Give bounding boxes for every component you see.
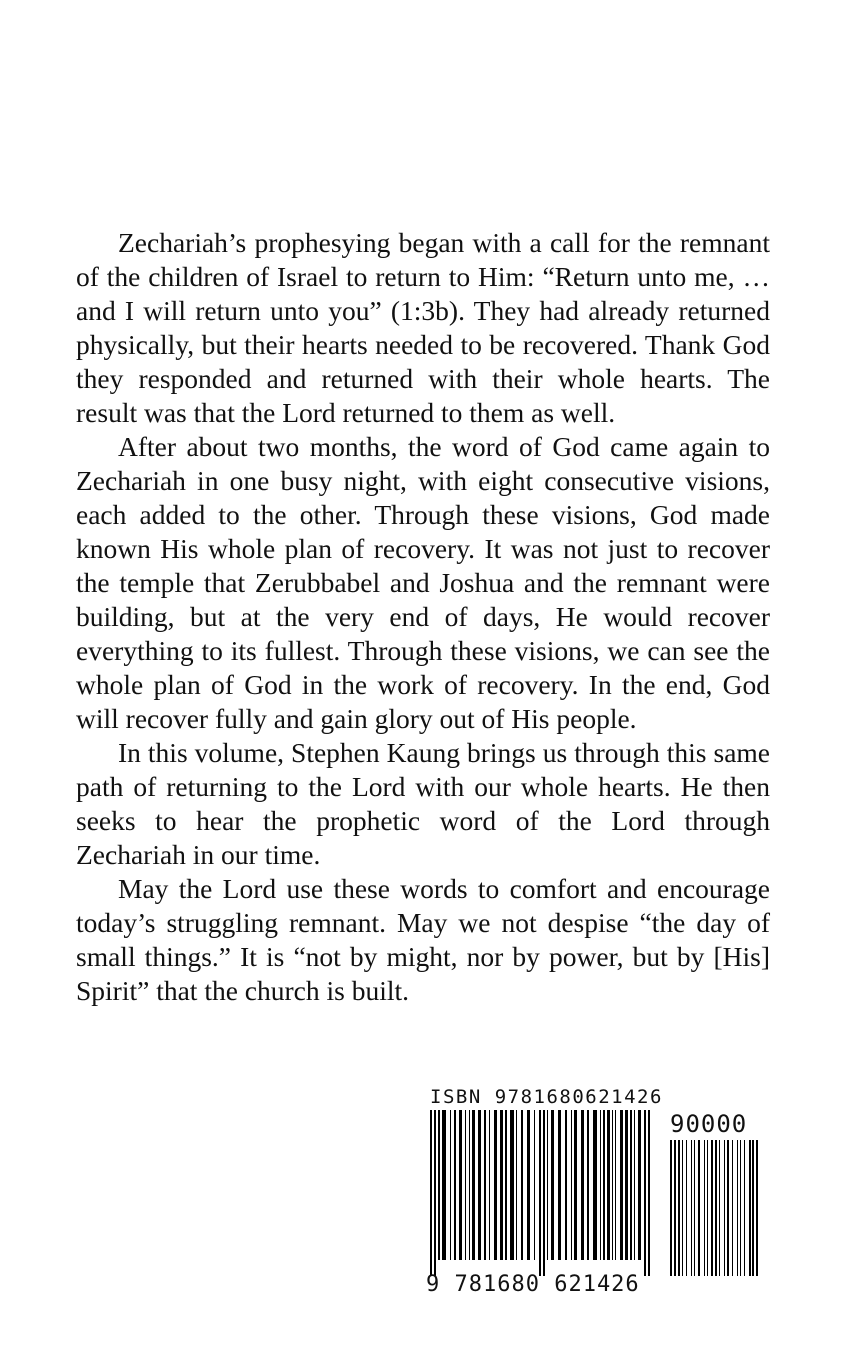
barcode-bar: [442, 1110, 446, 1260]
blurb-paragraph-3: In this volume, Stephen Kaung brings us through this same path of returning to the Lord with our whole hearts. He then seeks to hear the prophetic word of the Lord through Zechariah in our time.: [76, 737, 770, 870]
barcode-bar: [638, 1110, 641, 1260]
blurb-paragraph-2: After about two months, the word of God came again to Zechariah in one busy night, with eight consecutive visions, each added to the other. Through these visions, God made known His whole plan of recovery. It was not just to recover the temple that Zerubbabel and Joshua and the remnant were building, but at the very end of days, He would recover everything to its fullest. Through these visions, we can see the whole plan of God in the work of recovery. In the end, God will recover fully and gain glory out of His people.: [76, 431, 770, 734]
barcode-bar: [516, 1110, 517, 1260]
barcode-bar: [434, 1110, 436, 1276]
barcode-bar: [752, 1140, 754, 1276]
barcode-bar: [465, 1110, 466, 1260]
barcode-bar: [469, 1110, 470, 1260]
barcode-bar: [711, 1140, 713, 1276]
barcode-bar: [574, 1110, 577, 1260]
barcode-bar: [484, 1110, 486, 1260]
barcode-bar: [539, 1110, 541, 1276]
back-cover-blurb: [76, 226, 770, 1008]
barcode-bar: [634, 1110, 635, 1260]
barcode-bar: [727, 1140, 729, 1276]
barcode-bar: [678, 1140, 680, 1276]
barcode-bar: [724, 1140, 725, 1276]
isbn-label: ISBN 9781680621426: [430, 1086, 663, 1108]
barcode-bar: [581, 1110, 584, 1260]
barcode-bar: [547, 1110, 548, 1260]
barcode-bar: [454, 1110, 456, 1260]
barcode-bar: [644, 1110, 646, 1276]
barcode-bar: [500, 1110, 503, 1260]
barcode-bar: [438, 1110, 440, 1260]
barcode-bar: [571, 1110, 572, 1260]
barcode-bar: [707, 1140, 708, 1276]
barcode-bar: [565, 1110, 567, 1260]
barcode-bar: [510, 1110, 514, 1260]
barcode-bar: [527, 1110, 530, 1260]
barcode-bar: [704, 1140, 705, 1276]
barcode-bar: [698, 1140, 700, 1276]
barcode-bar: [603, 1110, 605, 1260]
barcode-bar: [691, 1140, 692, 1276]
barcode-bar: [587, 1110, 589, 1260]
barcode-bar: [630, 1110, 632, 1260]
barcode-bar: [450, 1110, 451, 1260]
barcode-bar: [543, 1110, 545, 1276]
barcode-bar: [551, 1110, 554, 1260]
barcode-bar: [607, 1110, 610, 1260]
barcode-bar: [715, 1140, 717, 1276]
barcode-bar: [686, 1140, 687, 1276]
barcode-bar: [756, 1140, 758, 1276]
barcode-bar: [674, 1140, 676, 1276]
barcode-bar: [682, 1140, 683, 1276]
barcode-bar: [648, 1110, 650, 1276]
barcode-bar: [600, 1110, 601, 1260]
barcode-bar: [459, 1110, 462, 1260]
barcode-bar: [620, 1110, 623, 1260]
barcode-digits: 9 781680 621426: [426, 1272, 640, 1297]
barcode-bar: [472, 1110, 475, 1260]
addon-bars: [664, 1140, 764, 1276]
blurb-paragraph-4: May the Lord use these words to comfort and encourage today’s struggling remnant. May we not despise “the day of small things.” It is “not by might, nor by power, but by [His] Spirit” that the church is built.: [76, 873, 770, 1006]
barcode-bar: [612, 1110, 613, 1260]
barcode-bar: [430, 1110, 432, 1276]
barcode-bar: [740, 1140, 741, 1276]
barcode-bar: [737, 1140, 738, 1276]
barcode-bar: [534, 1110, 535, 1260]
blurb-paragraph-1: Zechariah’s prophesying began with a call for the remnant of the children of Israel to return to Him: “Return unto me, … and I will return unto you” (1:3b). They had already returned physically, but their hearts needed to be recovered. Thank God they responded and returned with their whole hearts. The result was that the Lord returned to them as well.: [76, 227, 770, 428]
barcode-bar: [505, 1110, 507, 1260]
barcode-bar: [478, 1110, 481, 1260]
barcode-bar: [521, 1110, 523, 1260]
barcode-bar: [615, 1110, 616, 1260]
barcode-bar: [670, 1140, 672, 1276]
ean13-bars: [424, 1110, 656, 1276]
barcode-bar: [494, 1110, 497, 1260]
barcode-bar: [744, 1140, 745, 1276]
barcode-bar: [489, 1110, 490, 1260]
barcode-bar: [749, 1140, 751, 1276]
barcode-bar: [732, 1140, 733, 1276]
isbn-barcode: [424, 1086, 764, 1301]
barcode-bar: [625, 1110, 628, 1260]
barcode-bar: [593, 1110, 597, 1260]
barcode-bar: [719, 1140, 720, 1276]
barcode-bar: [558, 1110, 561, 1260]
barcode-bar: [694, 1140, 695, 1276]
price-addon-code: 90000: [670, 1110, 748, 1138]
